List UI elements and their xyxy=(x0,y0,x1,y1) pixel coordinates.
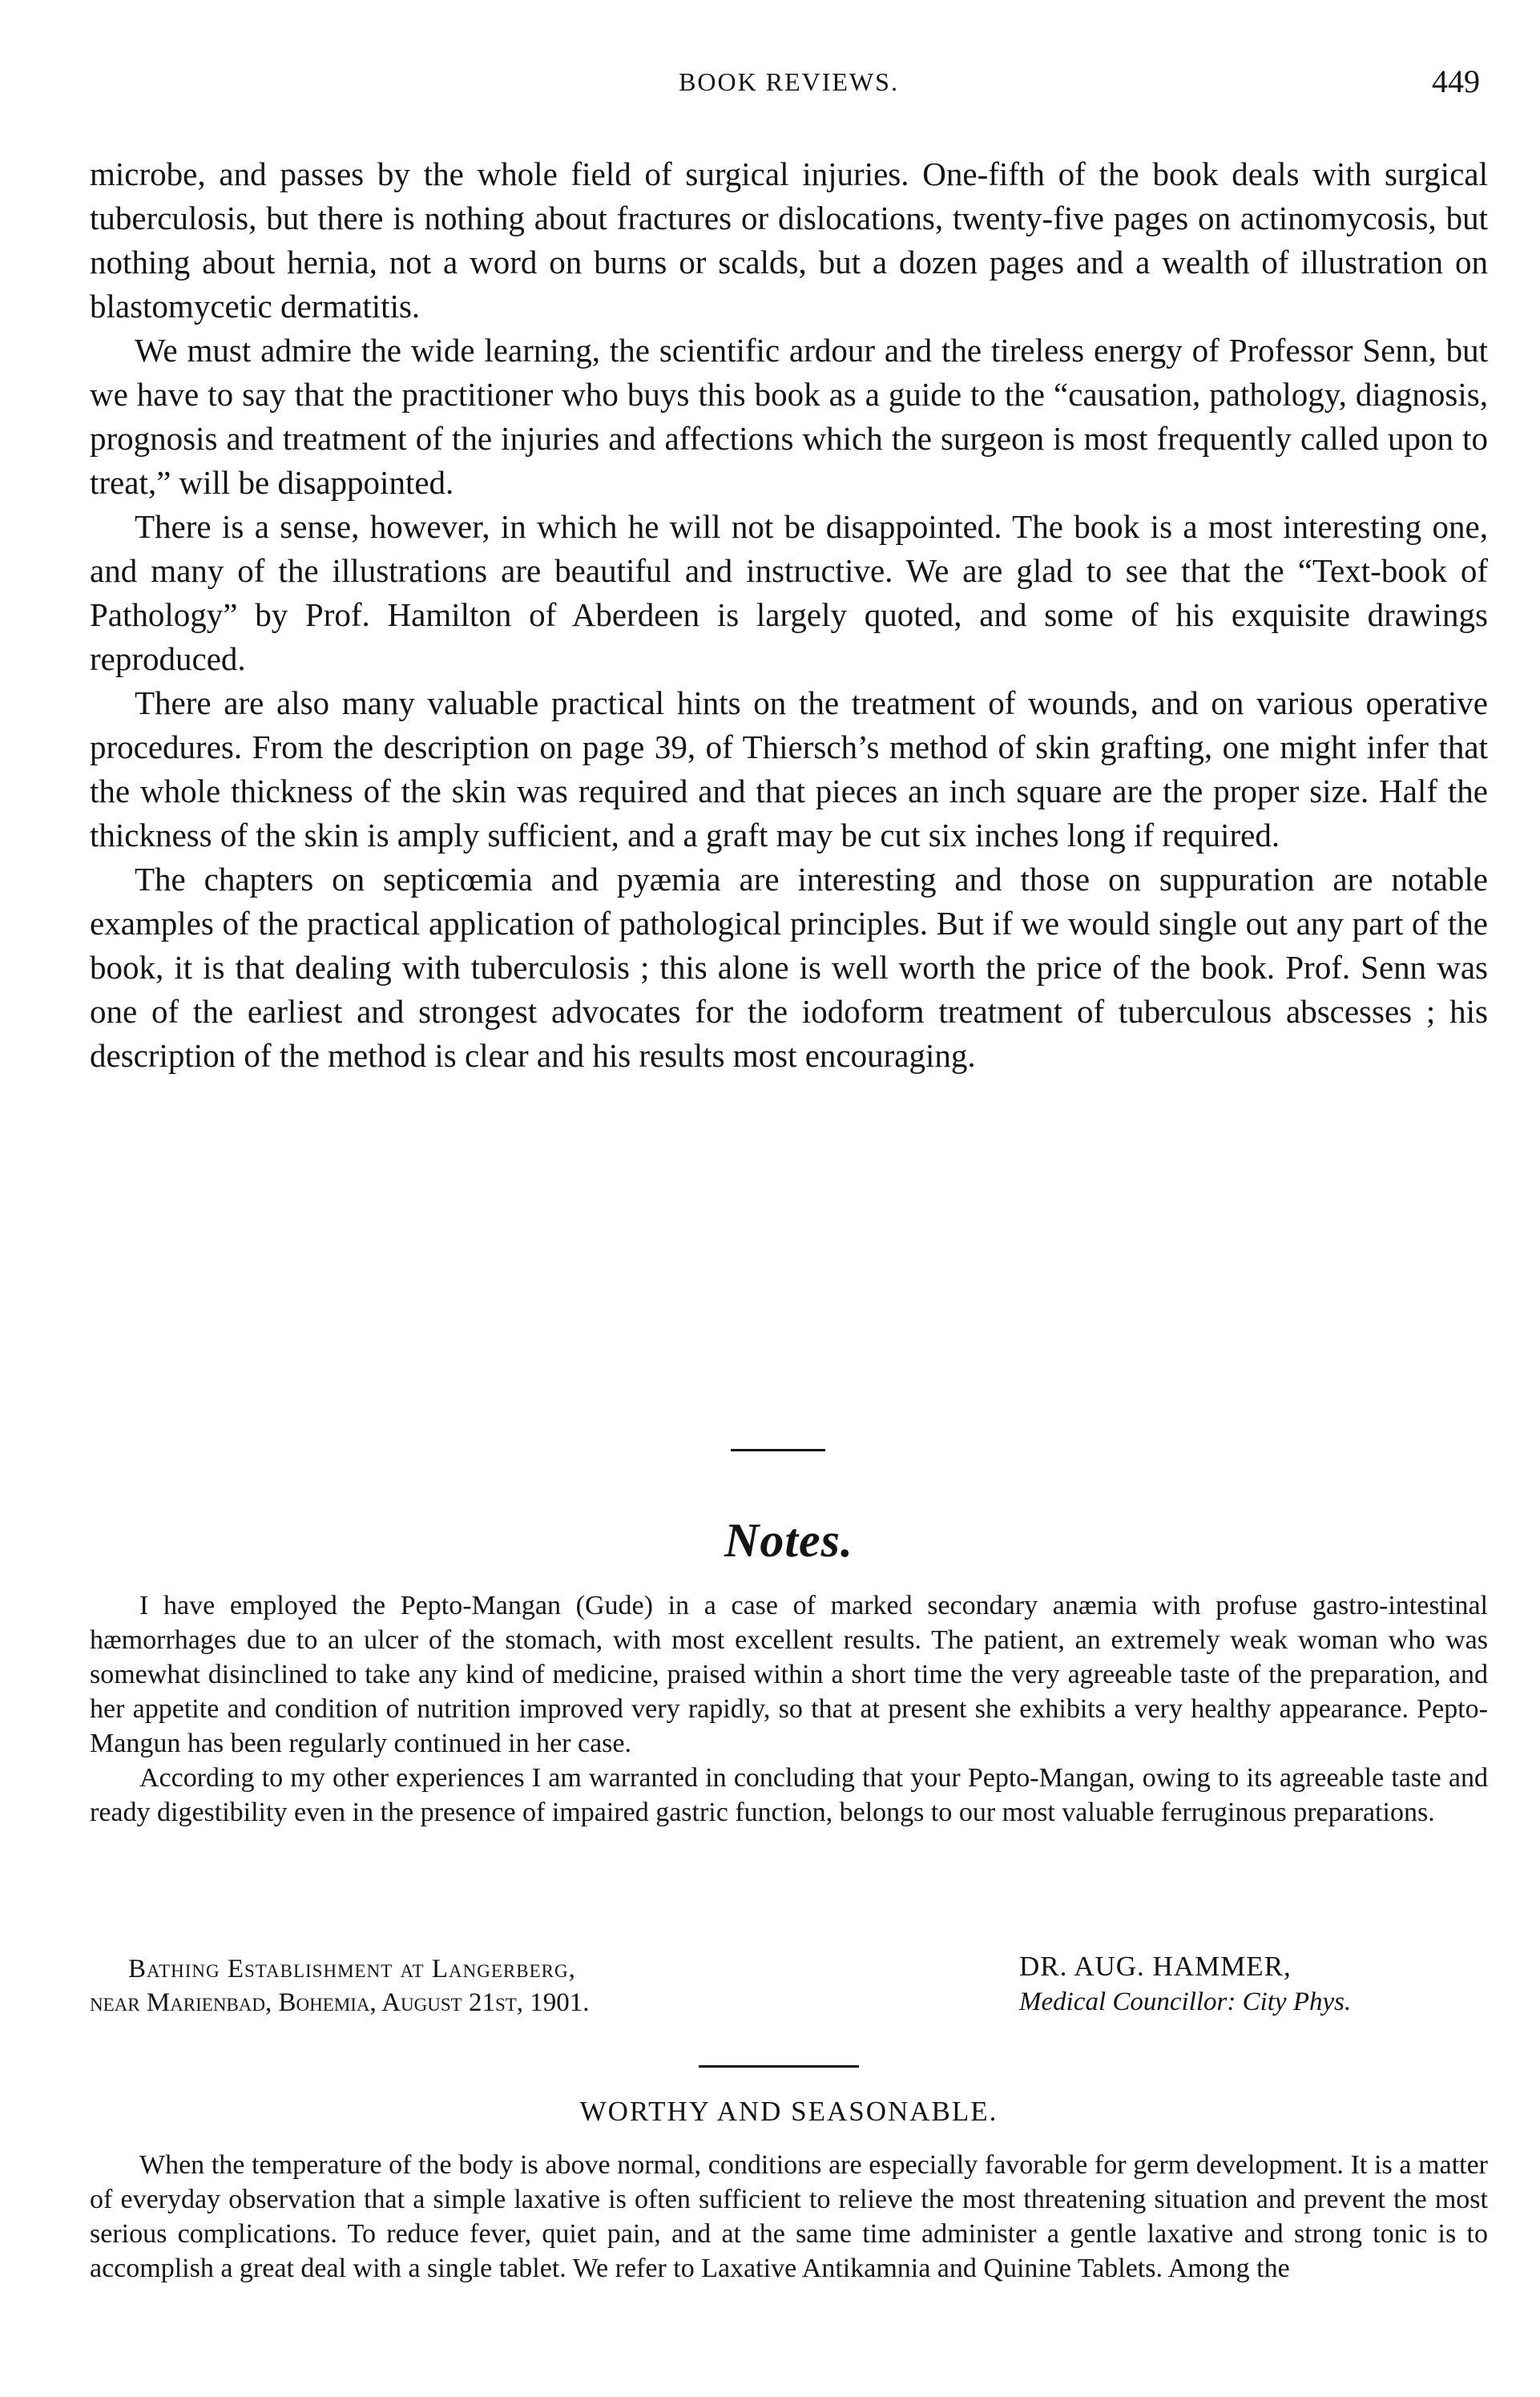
review-paragraph: There is a sense, however, in which he will not be disappointed. The book is a most interesting one, and many of the illustrations are beautiful and instructive. We are glad to see that the “Text-book of Pathology” by Prof. Hamilton of Aberdeen is largely quoted, and some of his exquisite drawings reproduced. xyxy=(90,508,1488,677)
notes-text xyxy=(90,1588,1488,1830)
review-paragraph: There are also many valuable practical hints on the treatment of wounds, and on various operative procedures. From the description on page 39, of Thiersch’s method of skin grafting, one might infer that the whole thickness of the skin was required and that pieces an inch square are the proper size. Half the thickness of the skin is amply sufficient, and a graft may be cut six inches long if required. xyxy=(90,684,1488,853)
review-paragraph: We must admire the wide learning, the scientific ardour and the tireless energy of Professor Senn, but we have to say that the practitioner who buys this book as a guide to the “causation, pathology, diagnosis, prognosis and treatment of the injuries and affections which the surgeon is most frequently called upon to treat,” will be disappointed. xyxy=(90,332,1488,501)
notes-paragraph: I have employed the Pepto-Mangan (Gude) in a case of marked secondary anæmia with profuse gastro-intestinal hæmorrhages due to an ulcer of the stomach, with most excellent results. The patient, an extremely weak woman who was somewhat disinclined to take any kind of medicine, praised within a short time the very agreeable taste of the preparation, and her appetite and condition of nutrition improved very rapidly, so that at present she exhibits a very healthy appearance. Pepto-Mangun has been regularly continued in her case. xyxy=(90,1591,1488,1758)
running-title: BOOK REVIEWS. xyxy=(679,67,899,96)
review-paragraph: microbe, and passes by the whole field of surgical injuries. One-fifth of the book deals with surgical tuberculosis, but there is nothing about fractures or dislocations, twenty-five pages on actinomycosis, but nothing about hernia, not a word on burns or scalds, but a dozen pages and a wealth of illustration on blastomycetic dermatitis. xyxy=(90,155,1488,325)
signature-location-line: near Marienbad, Bohemia, August 21st, 1901. xyxy=(90,1988,590,2017)
book-review-text xyxy=(90,152,1488,1078)
running-head xyxy=(90,63,1488,115)
notes-heading: Notes. xyxy=(724,1514,853,1567)
signature-location xyxy=(90,1952,923,2020)
page-number: 449 xyxy=(1432,63,1480,99)
signature-title: Medical Councillor: City Phys. xyxy=(1019,1987,1352,2016)
section-divider xyxy=(731,1449,825,1451)
book-page xyxy=(90,0,1488,2397)
review-paragraph: The chapters on septicœmia and pyæmia are interesting and those on suppuration are notable examples of the practical application of pathological principles. But if we would single out any part of the book, it is that dealing with tuberculosis ; this alone is well worth the price of the book. Prof. Senn was one of the earliest and strongest advocates for the iodoform treatment of tuberculous abscesses ; his description of the method is clear and his results most encouraging. xyxy=(90,861,1488,1074)
signature-name: DR. AUG. HAMMER, xyxy=(1019,1951,1292,1982)
section-text xyxy=(90,2148,1488,2286)
section-heading: WORTHY AND SEASONABLE. xyxy=(579,2096,998,2127)
signature-location-line: Bathing Establishment at Langerberg, xyxy=(128,1955,576,1983)
section-paragraph: When the temperature of the body is above normal, conditions are especially favorable for germ development. It is a matter of everyday observation that a simple laxative is often sufficient to relieve the most threatening situation and prevent the most serious complications. To reduce fever, quiet pain, and at the same time administer a gentle laxative and strong tonic is to accomplish a great deal with a single tablet. We refer to Laxative Antikamnia and Quinine Tablets. Among the xyxy=(90,2150,1488,2283)
signature-author xyxy=(1019,1949,1488,2020)
notes-paragraph: According to my other experiences I am warranted in concluding that your Pepto-Mangan, owing to its agreeable taste and ready digestibility even in the presence of impaired gastric function, belongs to our most valuable ferruginous preparations. xyxy=(90,1763,1488,1827)
section-divider xyxy=(699,2065,859,2068)
